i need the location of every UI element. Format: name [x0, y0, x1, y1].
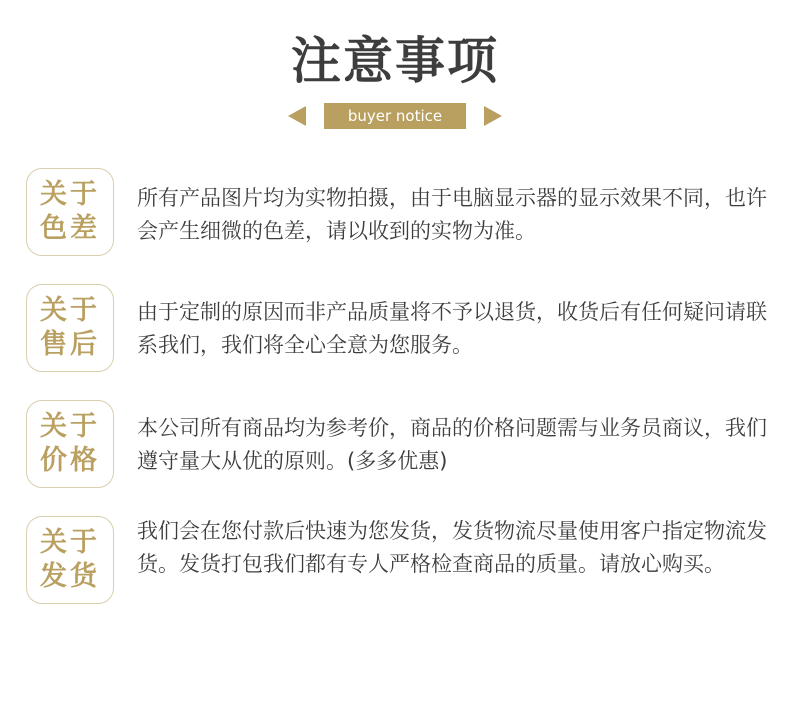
notice-text: 由于定制的原因而非产品质量将不予以退货，收货后有任何疑问请联系我们，我们将全心全意为您服务。: [137, 300, 767, 357]
page-title: 注意事项: [291, 32, 499, 90]
right-arrow-icon: [484, 106, 502, 126]
badge-label-line1: 关于: [40, 179, 100, 210]
subtitle-banner: [0, 103, 790, 129]
notice-text: 我们会在您付款后快速为您发货，发货物流尽量使用客户指定物流发货。发货打包我们都有专人严格检查商品的质量。请放心购买。: [137, 519, 767, 576]
badge-label-line1: 关于: [40, 411, 100, 442]
badge-label-line1: 关于: [40, 295, 100, 326]
badge-label-line1: 关于: [40, 527, 100, 558]
notice-badge: [26, 284, 114, 372]
left-arrow-icon: [288, 106, 306, 126]
badge-label-line2: 色差: [40, 213, 100, 244]
badge-label-line2: 售后: [40, 329, 100, 360]
subtitle-label: buyer notice: [324, 103, 466, 129]
notice-badge: [26, 516, 114, 604]
notice-badge: [26, 400, 114, 488]
notice-shipping: [26, 516, 776, 606]
notice-color-difference: [26, 168, 776, 258]
badge-label-line2: 价格: [40, 445, 100, 476]
notice-badge: [26, 168, 114, 256]
notice-text: 本公司所有商品均为参考价，商品的价格问题需与业务员商议，我们遵守量大从优的原则。(多多优惠): [137, 416, 767, 473]
badge-label-line2: 发货: [40, 561, 100, 592]
notice-after-sales: [26, 284, 776, 374]
notice-price: [26, 400, 776, 490]
notice-text: 所有产品图片均为实物拍摄，由于电脑显示器的显示效果不同，也许会产生细微的色差，请以收到的实物为准。: [137, 186, 767, 243]
